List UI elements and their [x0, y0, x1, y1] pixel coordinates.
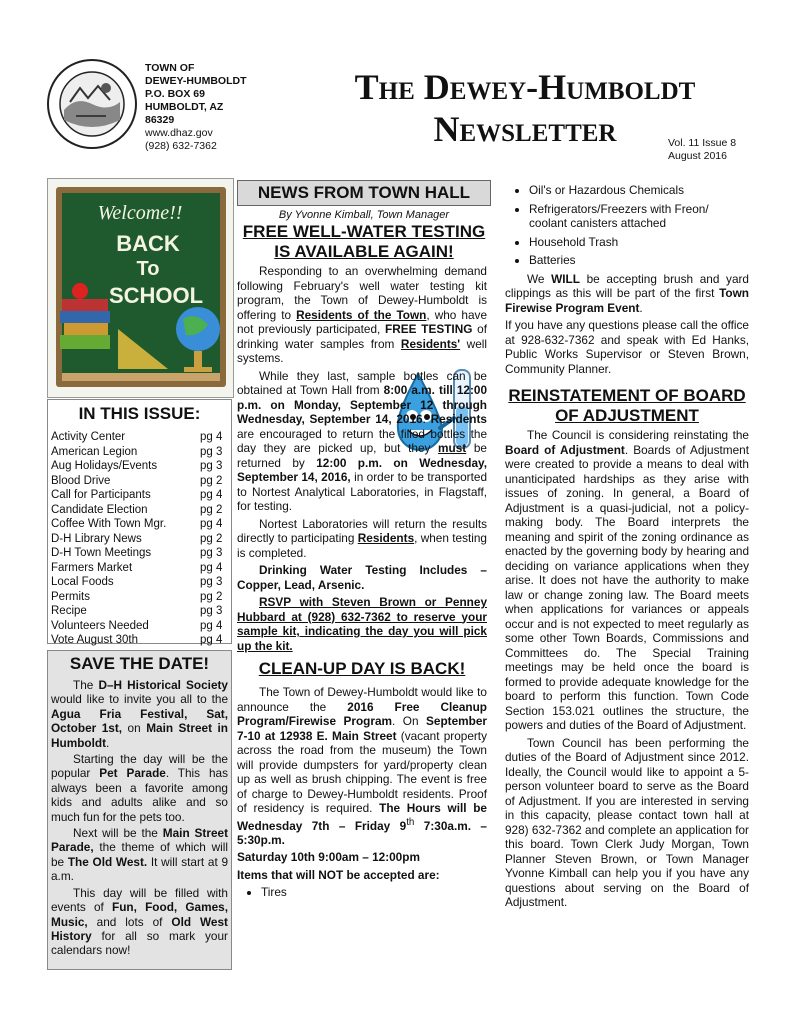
list-item[interactable]: [51, 590, 226, 605]
town-address-block: [145, 62, 247, 153]
save-paragraph-3: Next will be the Main Street Parade, the theme of which will be The Old West. It will start at 9 a.m.: [51, 826, 229, 884]
list-item[interactable]: [51, 503, 226, 518]
list-item-label: Candidate Election: [51, 503, 148, 516]
list-item-page: pg 4: [200, 619, 223, 632]
not-accepted-list-continued: [505, 183, 749, 268]
save-the-date-heading: SAVE THE DATE!: [69, 654, 210, 673]
brush-paragraph: We WILL be accepting brush and yard clippings as this will be part of the first Town Firewise Program Event.: [505, 271, 749, 315]
list-item-label: Coffee With Town Mgr.: [51, 518, 167, 530]
news-from-town-hall-header: NEWS FROM TOWN HALL: [237, 180, 491, 206]
back-to-school-poster: [47, 178, 234, 398]
list-item: • Refrigerators/Freezers with Freon/ coolant canisters attached: [529, 202, 749, 231]
board-of-adjustment-headline: REINSTATEMENT OF BOARD OF ADJUSTMENT: [508, 386, 746, 425]
poster-to: To: [136, 258, 160, 280]
poster-school: SCHOOL: [108, 283, 204, 308]
list-item-label: Permits: [51, 590, 90, 603]
list-item-label: Vote August 30th: [51, 634, 138, 646]
title-line-1: The Dewey-Humboldt: [354, 67, 696, 107]
list-item[interactable]: [51, 604, 226, 619]
cleanup-paragraph: The Town of Dewey-Humboldt would like to announce the 2016 Free Cleanup Program/Firewise Program. On September 7-10 at 12938 E. Main Street (vacant property across the road from the museum) the Town will provide dumpsters for yard/property clean up as well as brush chipping. The event is free of charge to Dewey-Humboldt residents. Proof of residency is required. The Hours will be Wednesday 7th – Friday 9th 7:30a.m. – 5:30p.m.: [237, 685, 487, 847]
in-this-issue-box: [47, 399, 232, 644]
not-accepted-heading: Items that will NOT be accepted are:: [237, 867, 440, 882]
list-item[interactable]: [51, 619, 226, 634]
not-accepted-list: [237, 885, 487, 900]
list-item-page: pg 3: [200, 460, 223, 472]
list-item[interactable]: [51, 430, 226, 445]
list-item[interactable]: [51, 459, 226, 474]
poster-welcome: Welcome!!: [97, 202, 183, 224]
list-item[interactable]: [51, 575, 226, 590]
list-item-page: pg 2: [200, 503, 223, 516]
list-item-label: Activity Center: [51, 431, 126, 443]
list-item-page: pg 2: [200, 590, 223, 603]
list-item[interactable]: [51, 561, 226, 576]
list-item-label: D-H Library News: [51, 532, 142, 545]
list-item[interactable]: [51, 546, 226, 561]
list-item-label: Farmers Market: [51, 561, 133, 574]
list-item-page: pg 3: [200, 547, 223, 559]
list-item-page: pg 3: [200, 576, 223, 588]
phone-number: (928) 632-7362: [145, 140, 217, 152]
list-item[interactable]: [51, 532, 226, 547]
right-column: [505, 183, 749, 913]
address-line: DEWEY-HUMBOLDT: [145, 75, 247, 87]
list-item-page: pg 4: [200, 489, 223, 501]
issue-date: August 2016: [668, 150, 727, 162]
address-line: 86329: [145, 114, 175, 126]
issue-contents-list: [51, 430, 226, 648]
list-item-label: Local Foods: [51, 576, 114, 588]
save-paragraph-4: This day will be filled with events of Fun, Food, Games, Music, and lots of Old West History for all so mark your calendars now!: [51, 885, 228, 958]
list-item: • Tires: [261, 885, 487, 900]
chalkboard-illustration: [48, 179, 233, 397]
questions-paragraph: If you have any questions please call the office at 928-632-7362 and speak with Ed Hanks, Public Works Supervisor or Steven Brown, Community Planner.: [505, 318, 749, 376]
well-water-paragraph-2: While they last, sample bottles can be obtained at Town Hall from 8:00 a.m. till 12:00 p.m. on Monday, September 12 through Wednesday, September 14, 2016. Residents are encouraged to return the filled bottles the day they are picked up, but they must be returned by 12:00 p.m. on Wednesday, September 14, 2016, in order to be transported to Nortest Analytical Laboratories, in Flagstaff, for testing.: [237, 368, 488, 513]
board-paragraph-1: The Council is considering reinstating the Board of Adjustment. Boards of Adjustment were created to provide a means to deal with unanticipated hardships as they arise with issues of zoning. In general, a Board of Adjustment is a quasi-judicial, not a policy-making body. The Board interprets the meaning and spirit of the zoning ordinance as enacted by the governing body by hearing and deciding on variance applications when they arise. It does not have the authority to make law or change zoning law. The Board meets when applications for variances or appeals occur and is not expected to meet regularly as some other Town Boards, Commissions and Committees do. The Special Training meetings may be held once the board is formed to provide adequate knowledge for the board to perform this function. Town Code Section 153.021 outlines the structure, the powers and duties of the Board of Adjustment.: [505, 428, 749, 732]
list-item-label: Blood Drive: [51, 474, 111, 487]
news-column: [237, 264, 487, 904]
list-item-page: pg 3: [200, 445, 223, 458]
issue-info: [668, 137, 736, 163]
list-item-label: Recipe: [51, 605, 87, 617]
list-item-page: pg 4: [200, 431, 223, 443]
well-water-headline: FREE WELL-WATER TESTING IS AVAILABLE AGAIN!: [242, 222, 486, 261]
well-water-paragraph-1: Responding to an overwhelming demand following February's well water testing kit program, the Town of Dewey-Humboldt is offering to Residents of the Town, who have not previously participated, FREE TESTING of drinking water samples from Residents' well systems.: [237, 264, 487, 365]
website-link[interactable]: www.dhaz.gov: [145, 127, 213, 139]
saturday-hours: Saturday 10th 9:00am – 12:00pm: [237, 850, 420, 865]
list-item-page: pg 4: [200, 518, 223, 530]
rsvp-note: RSVP with Steven Brown or Penney Hubbard at (928) 632-7362 to reserve your sample kit, indicating the day you will pick up the kit.: [237, 595, 487, 653]
cleanup-day-headline: CLEAN-UP DAY IS BACK!: [258, 659, 466, 678]
address-line: HUMBOLDT, AZ: [145, 101, 224, 113]
title-line-2: Newsletter: [433, 109, 617, 149]
list-item: • Batteries: [529, 253, 749, 268]
list-item-page: pg 2: [200, 474, 223, 487]
well-water-paragraph-3: Nortest Laboratories will return the results directly to participating Residents, when testing is completed.: [237, 516, 487, 560]
list-item-page: pg 4: [200, 634, 223, 646]
list-item: • Oil's or Hazardous Chemicals: [529, 183, 749, 198]
list-item[interactable]: [51, 445, 226, 460]
list-item[interactable]: [51, 488, 226, 503]
volume-number: Vol. 11 Issue 8: [668, 137, 737, 149]
in-this-issue-heading: IN THIS ISSUE:: [78, 404, 201, 423]
save-paragraph-1: The D–H Historical Society would like to invite you all to the Agua Fria Festival, Sat, October 1st, on Main Street in Humboldt.: [51, 678, 228, 750]
save-paragraph-2: Starting the day will be the popular Pet Parade. This has always been a favorite among kids and adults alike and so much fun for the pets too.: [51, 752, 228, 824]
address-line: TOWN OF: [145, 62, 195, 74]
list-item[interactable]: [51, 517, 226, 532]
list-item[interactable]: [51, 474, 226, 489]
list-item: • Household Trash: [529, 235, 749, 250]
list-item-page: pg 4: [200, 561, 223, 574]
town-seal-logo: [46, 58, 138, 150]
article-byline: By Yvonne Kimball, Town Manager: [278, 209, 450, 221]
list-item-page: pg 2: [200, 532, 223, 545]
list-item-label: Volunteers Needed: [51, 619, 149, 632]
list-item-label: Call for Participants: [51, 489, 151, 501]
list-item-page: pg 3: [200, 605, 223, 617]
save-the-date-box: [47, 650, 232, 970]
list-item-label: American Legion: [51, 445, 138, 458]
list-item-label: D-H Town Meetings: [51, 547, 152, 559]
poster-back: BACK: [116, 231, 180, 256]
list-item-label: Aug Holidays/Events: [51, 460, 158, 472]
list-item[interactable]: [51, 633, 226, 648]
testing-includes-note: Drinking Water Testing Includes – Copper, Lead, Arsenic.: [237, 563, 487, 592]
board-paragraph-2: Town Council has been performing the duties of the Board of Adjustment since 2012. Ideally, the Council would like to appoint a 5-person volunteer board to serve as the Board of Adjustment. If you are interested in serving in this capacity, please contact town hall at 928) 632-7362 and complete an application for this board. Town Clerk Judy Morgan, Town Planner Steven Brown, or Town Manager Yvonne Kimball can help you if you have any questions about serving on the Board of Adjustment.: [505, 735, 749, 909]
address-line: P.O. BOX 69: [145, 88, 205, 100]
